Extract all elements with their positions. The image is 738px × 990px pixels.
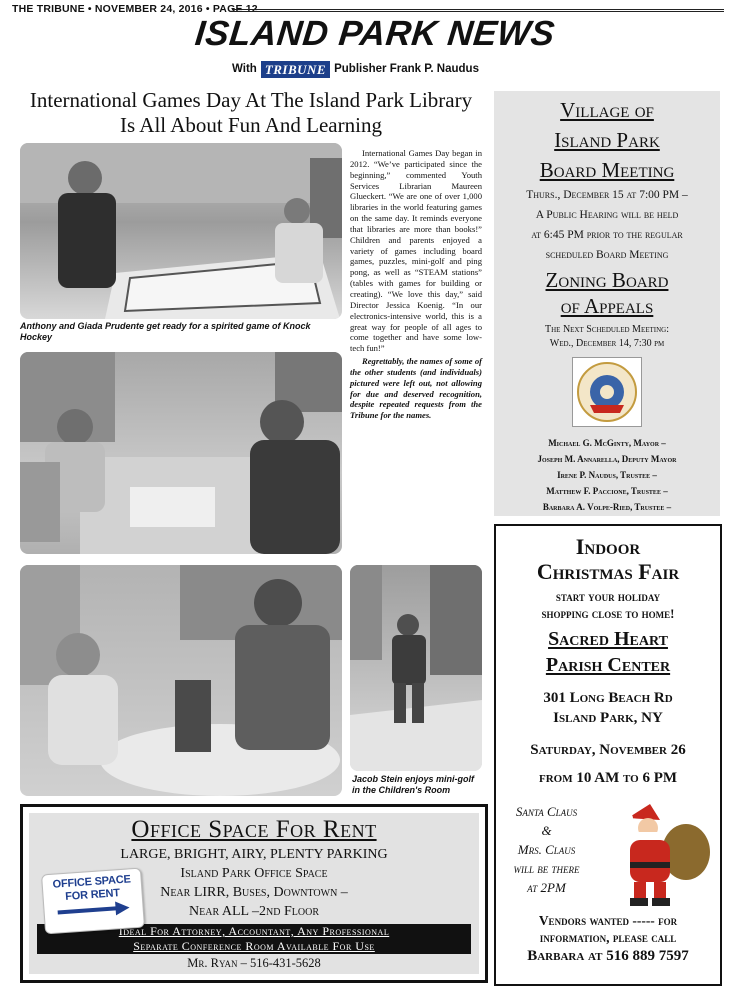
caption-mini-golf: Jacob Stein enjoys mini-golf in the Children's Room	[352, 774, 475, 795]
fair-tagline-2: shopping close to home!	[541, 606, 675, 621]
zoning-title-1: Zoning Board	[545, 268, 669, 292]
office-line-4: Near ALL –2nd Floor	[189, 904, 319, 919]
office-line-3: Near LIRR, Buses, Downtown –	[160, 885, 348, 900]
santa-text	[504, 802, 589, 897]
publisher-line	[232, 58, 522, 80]
village-seal-icon	[576, 361, 638, 423]
photo-knock-hockey-image	[20, 143, 342, 319]
sign-line-1: OFFICE SPACE	[52, 873, 132, 891]
photo-knock-hockey	[20, 143, 342, 319]
official-5: Barbara A. Volpe-Ried, Trustee –	[542, 502, 672, 512]
meeting-line-3: at 6:45 PM prior to the regular	[531, 229, 683, 241]
santa-icon	[608, 800, 712, 910]
masthead-word-3: NEWS	[445, 14, 557, 53]
official-2: Joseph M. Annarella, Deputy Mayor	[537, 454, 677, 464]
fair-title-2: Christmas Fair	[536, 559, 680, 584]
vendors-line-2: information, please call	[539, 930, 677, 945]
sign-line-2: FOR RENT	[64, 887, 121, 903]
office-rent-panel	[29, 813, 479, 974]
article-note: Regrettably, the names of some of the other students (and individuals) pictured were left out, not allowing for due and deserved recognition, despite repeated requests from the Tribune for the names.	[350, 356, 482, 421]
official-3: Irene P. Naudus, Trustee –	[557, 470, 657, 480]
officials-list	[494, 435, 720, 515]
masthead-word-1: ISLAND	[193, 14, 331, 53]
santa-section	[496, 800, 720, 912]
office-banner-line-2: Separate Conference Room Available For Use	[133, 939, 375, 953]
photo-mini-golf-image	[350, 565, 482, 771]
santa-line-3: Mrs. Claus	[517, 842, 576, 857]
address-line-1: 301 Long Beach Rd	[543, 690, 673, 706]
zoning-title-2: of Appeals	[560, 294, 654, 318]
office-line-1: LARGE, BRIGHT, AIRY, PLENTY PARKING	[120, 847, 388, 862]
office-sign	[41, 868, 145, 935]
village-title-1: Village of	[560, 98, 654, 122]
office-rent-ad	[20, 804, 488, 983]
page-folio: THE TRIBUNE • NOVEMBER 24, 2016 • PAGE 12	[12, 3, 258, 15]
village-title-2: Island Park	[554, 128, 660, 152]
village-meeting-box	[494, 91, 720, 516]
office-contact: Mr. Ryan – 516-431-5628	[187, 956, 321, 970]
fair-time: from 10 AM to 6 PM	[538, 770, 678, 786]
header-rule	[232, 9, 724, 12]
meeting-line-2: A Public Hearing will be held	[535, 209, 679, 221]
photo-board-game	[20, 352, 342, 554]
photo-mini-golf	[350, 565, 482, 771]
meeting-line-4: scheduled Board Meeting	[545, 249, 669, 261]
santa-line-1: Santa Claus	[515, 804, 578, 819]
article-body	[350, 148, 482, 423]
venue-line-1: Sacred Heart	[548, 628, 668, 650]
masthead-word-2: PARK	[336, 14, 440, 53]
masthead	[188, 14, 562, 54]
official-4: Matthew F. Paccione, Trustee –	[546, 486, 668, 496]
fair-tagline-1: start your holiday	[555, 589, 661, 604]
next-meeting-label: The Next Scheduled Meeting:	[545, 324, 669, 335]
office-title: Office Space For Rent	[131, 816, 377, 843]
publisher-name: Publisher Frank P. Naudus	[334, 63, 479, 75]
address-line-2: Island Park, NY	[553, 710, 663, 726]
santa-line-4: will be there	[513, 861, 580, 876]
photo-board-game-image	[20, 352, 342, 554]
photo-connect-four	[20, 565, 342, 796]
fair-title-1: Indoor	[575, 534, 641, 559]
vendors-line-1: Vendors wanted ----- for	[538, 913, 678, 928]
article-paragraph: International Games Day began in 2012. “We’ve participated since the beginning,” commented Youth Services Librarian Maureen Glueckert. “We are one of over 1,000 libraries in the world featuring games on the same day. It reminds everyone that libraries are more than books!” Children and parents enjoyed a variety of games including board games, puzzles, mini-golf and ping pong, as well as “STEAM stations” (tables with games for building or creating). “We love this day,” said Director Jessica Koenig. “In our electronics-intensive world, this is a great way for people of all ages to come together and have some low-tech fun!”	[350, 148, 482, 354]
official-1: Michael G. McGinty, Mayor –	[548, 438, 666, 448]
office-line-2: Island Park Office Space	[180, 866, 328, 881]
fair-date: Saturday, November 26	[530, 742, 686, 758]
tribune-logo: TRIBUNE	[261, 61, 330, 78]
venue-line-2: Parish Center	[545, 654, 671, 676]
with-label: With	[232, 63, 257, 75]
article-headline: International Games Day At The Island Park Library Is All About Fun And Learning	[29, 88, 473, 137]
photo-connect-four-image	[20, 565, 342, 796]
caption-knock-hockey: Anthony and Giada Prudente get ready for a spirited game of Knock Hockey	[20, 321, 311, 342]
office-banner-line-1: Ideal For Attorney, Accountant, Any Professional	[118, 924, 390, 938]
meeting-line-1: Thurs., December 15 at 7:00 PM –	[526, 189, 688, 201]
santa-line-5: at 2PM	[527, 880, 566, 895]
santa-line-2: &	[541, 823, 552, 838]
next-meeting-date: Wed., December 14, 7:30 pm	[549, 338, 665, 349]
village-seal	[572, 357, 642, 427]
vendors-line-3: Barbara at 516 889 7597	[527, 948, 689, 964]
christmas-fair-box	[494, 524, 722, 986]
village-title-3: Board Meeting	[539, 158, 675, 182]
